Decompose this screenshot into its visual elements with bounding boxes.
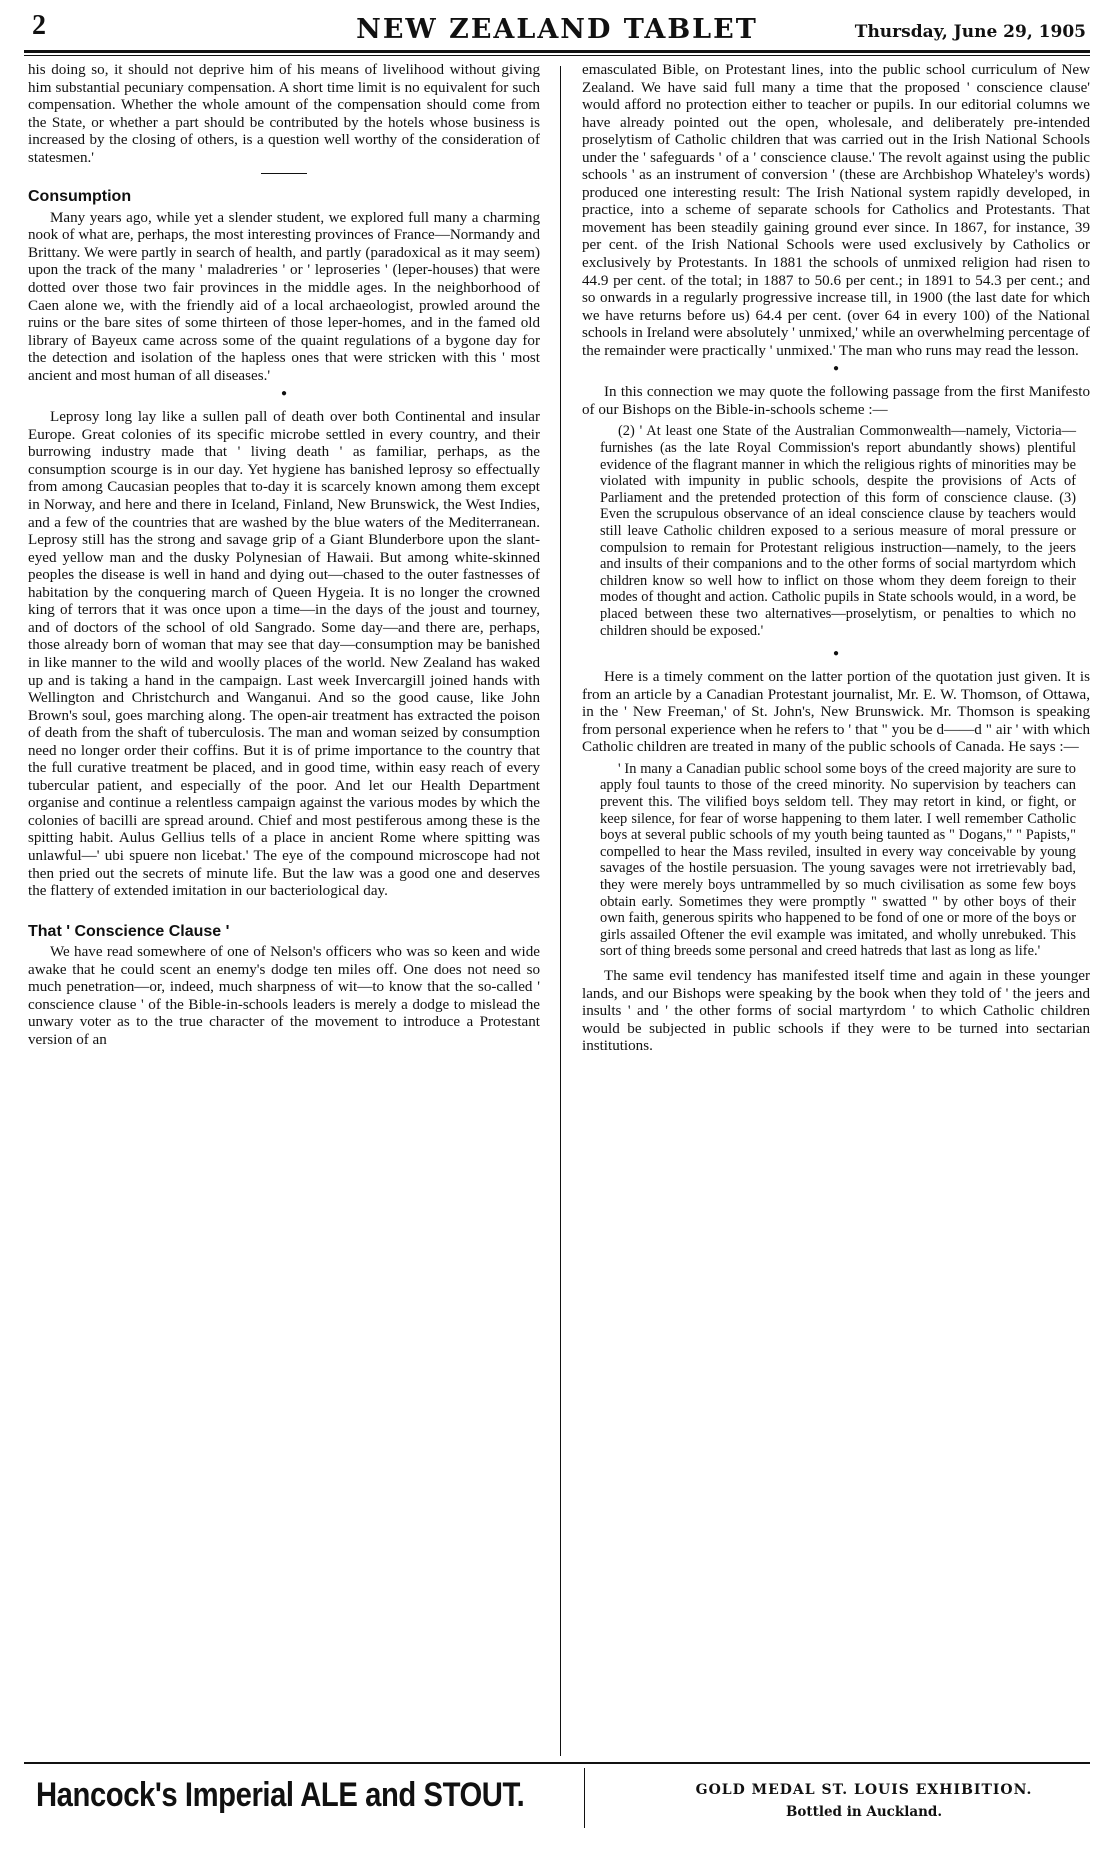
- section-divider: [261, 173, 307, 174]
- masthead-rule: [24, 50, 1090, 53]
- footer-advertisement: [24, 1768, 1090, 1858]
- page-number: 2: [32, 10, 46, 41]
- closing-paragraph: The same evil tendency has manifested itself time and again in these younger lands, and our Bishops were speaking by the book when they told of ' the jeers and insults ' and ' the other forms of social martyrdom ' to which Catholic children would be subjected in public schools if they were to be turned into sectarian institutions.: [582, 967, 1090, 1055]
- bottled-line: Bottled in Auckland.: [785, 1804, 943, 1820]
- intro-paragraph: his doing so, it should not deprive him of his means of livelihood without giving him substantial pecuniary compensation. A short time limit is no equivalent for such compensation. Whether the whole amount of the compensation should come from the State, or whether a part should be contributed by the hotels whose business is increased by the closing of others, is a question well worthy of the consideration of statesmen.': [28, 62, 540, 166]
- continuation-paragraph: emasculated Bible, on Protestant lines, into the public school curriculum of New Zealand. We have said full many a time that the proposed ' conscience clause' would afford no protection either to teacher or pupils. In our editorial columns we have already pointed out the open, wholesale, and deliberately pre-intended proselytism of Catholic children that was carried out in the Irish National Schools under the ' safeguards ' of a ' conscience clause.' The revolt against using the public schools ' as an instrument of conversion ' (these are Archbishop Whateley's words) produced one interesting result: The Irish National system rapidly developed, in practice, into a scheme of separate schools for Catholics and Protestants. That movement has been steadily gaining ground ever since. In 1867, for instance, 39 per cent. of the Irish National Schools were used exclusively by Catholics or exclusively by Protestants. In 1881 the schools of unmixed religion had risen to 44.9 per cent. of the total; in 1887 to 50.6 per cent.; in 1891 to 54.3 per cent.; and so onwards in a regularly progressive increase till, in 1900 (the last date for which we have returns before us) 64.4 per cent. (over 64 in every 100) of the National schools in Ireland were absolutely ' unmixed,' while an overwhelming percentage of the remainder were practically ' unmixed.' The man who runs may read the lesson.: [582, 62, 1090, 359]
- consumption-paragraph-2: Leprosy long lay like a sullen pall of death over both Continental and insular Europe. Great colonies of its specific microbe settled in every country, and their burrowing industry made that ' living death ' as familiar, perhaps, as the consumption scourge is in our day. Yet hygiene has banished leprosy so effectually from among Caucasian peoples that to-day it is scarcely known among them except in Norway, and here and there in Iceland, Finland, New Brunswick, the West Indies, and a few of the countries that are washed by the blue waters of the Mediterranean. Leprosy still has the strong and savage grip of a Giant Blunderbore upon the slant-eyed yellow man and the dusky Polynesian of Hawaii. But among white-skinned peoples the disease is well in hand and dying out—chased to the outer fastnesses of habitation by the conquering march of Queen Hygeia. It is no longer the crowned king of terrors that it was once upon a time—in the days of the joust and tourney, and of doctors of the school of old Sangrado. Some day—and there are, perhaps, those already born of woman that may see that day—consumption may be banished in like manner to the wild and woolly places of the world. New Zealand has waked up and is taking a hand in the campaign. Last week Invercargill joined hands with Wellington and Christchurch and Wanganui. And so the good cause, like John Brown's soul, goes marching along. The open-air treatment has extracted the poison of death from the shaft of tuberculosis. The man and woman seized by consumption need no longer order their coffins. But it is of prime importance to the country that the full curative treatment be placed, and in good time, within easy reach of every tubercular patient, and especially of the poor. And let our Health Department organise and continue a relentless campaign against the various modes by which the colonies of bacilli are spread around. Chief and most pestiferous among these is the spitting habit. Aulus Gellius tells of a place in ancient Rome where spitting was unlawful—' ubi spuere non licebat.' The eye of the compound microscope had not then pried out the secrets of minute life. But the law was a good one and deserves the flattery of extended imitation in our bacteriological day.: [28, 409, 540, 900]
- newspaper-title: NEW ZEALAND TABLET: [356, 14, 758, 45]
- medal-line: GOLD MEDAL ST. LOUIS EXHIBITION.: [695, 1782, 1033, 1798]
- issue-date: Thursday, June 29, 1905: [854, 22, 1086, 42]
- right-column: [582, 62, 1090, 1754]
- consumption-paragraph-1: Many years ago, while yet a slender student, we explored full many a charming nook of what are, perhaps, the most interesting provinces of France—Normandy and Brittany. We were partly in search of health, and partly (paradoxical as it may seem) upon the track of the many ' maladreries ' or ' leproseries ' (leper-houses) that were dotted over those two fair provinces in the middle ages. In the neighborhood of Caen alone we, with the friendly aid of a local archaeologist, prowled around the ruins or the bare sites of some thirteen of those leper-homes, and in the famed old library of Bayeux came across some of the quaint regulations of a bygone day for the detection and isolation of the hapless ones that were stricken with this ' most ancient and most human of all diseases.': [28, 209, 540, 384]
- bishops-manifesto-quote: [600, 423, 1076, 639]
- dot-ornament: ●: [832, 363, 840, 375]
- ale-stout-advert: Hancock's Imperial ALE and STOUT.: [36, 1776, 525, 1814]
- advert-divider: [584, 1768, 585, 1828]
- dot-ornament: ●: [832, 648, 840, 660]
- connection-paragraph: In this connection we may quote the following passage from the first Manifesto of our Bishops on the Bible-in-schools scheme :—: [582, 384, 1090, 418]
- conscience-clause-heading: That ' Conscience Clause ': [28, 922, 230, 940]
- masthead-rule-thin: [24, 55, 1090, 56]
- conscience-clause-paragraph: We have read somewhere of one of Nelson's officers who was so keen and wide awake that he could scent an enemy's dodge ten miles off. One does not need so much penetration—or, indeed, much sharpness of wit—to know that the so-called ' conscience clause ' of the Bible-in-schools leaders is merely a dodge to mislead the unwary voter as to the true character of the movement to introduce a Protestant version of an: [28, 944, 540, 1048]
- masthead: [24, 10, 1090, 50]
- footer-rule: [24, 1762, 1090, 1764]
- column-divider: [560, 66, 561, 1756]
- thomson-quote: [600, 761, 1076, 960]
- consumption-heading: Consumption: [28, 188, 132, 206]
- thomson-quote-text: ' In many a Canadian public school some boys of the creed majority are sure to apply foul taunts to those of the creed minority. No supervision by teachers can prevent this. The vilified boys seldom tell. They may retort in kind, or fight, or keep silence, for fear of worse happening to them later. I well remember Catholic boys at several public schools of my youth being taunted as " Dogans," " Papists," compelled to hear the Mass reviled, insulted in every way conceivable by young savages of the hostile persuasion. The young savages were not irretrievably bad, they were merely boys untrammelled by so much civilisation as some few boys obtain early. Sometimes they were promptly " swatted " by other boys of their own faith, generous spirits who happened to be fond of one or more of the boys or girls assailed Oftener the evil example was imitated, and wholly unrebuked. This sort of thing breeds some personal and creed hatreds that last as long as life.': [600, 760, 1076, 960]
- bishops-quote-text: (2) ' At least one State of the Australian Commonwealth—namely, Victoria—furnishes (as the late Royal Commission's report abundantly shows) plentiful evidence of the flagrant manner in which the religious rights of minorities may be violated with impunity in public schools, despite the provisions of Acts of Parliament and the pretended protection of this form of conscience clause. (3) Even the scrupulous observance of an ideal conscience clause by teachers would still leave Catholic children exposed to a serious measure of moral pressure or compulsion to remain for Protestant religious instruction—namely, to the jeers and insults of their companions and to the other forms of social martyrdom which children know so well how to inflict on those whom they deem foreign to their modes of thought and action. Catholic pupils in State schools would, in a word, be placed between these two alternatives—proselytism, or penalties to which no children should be exposed.': [600, 423, 1076, 639]
- comment-paragraph: Here is a timely comment on the latter portion of the quotation just given. It is from an article by a Canadian Protestant journalist, Mr. E. W. Thomson, of Ottawa, in the ' New Freeman,' of St. John's, New Brunswick. Mr. Thomson is speaking from personal experience when he refers to ' that " you be d——d " air ' with which Catholic children are treated in many of the public schools of Canada. He says :—: [582, 669, 1090, 756]
- left-column: [28, 62, 540, 1754]
- dot-ornament: ●: [280, 388, 288, 400]
